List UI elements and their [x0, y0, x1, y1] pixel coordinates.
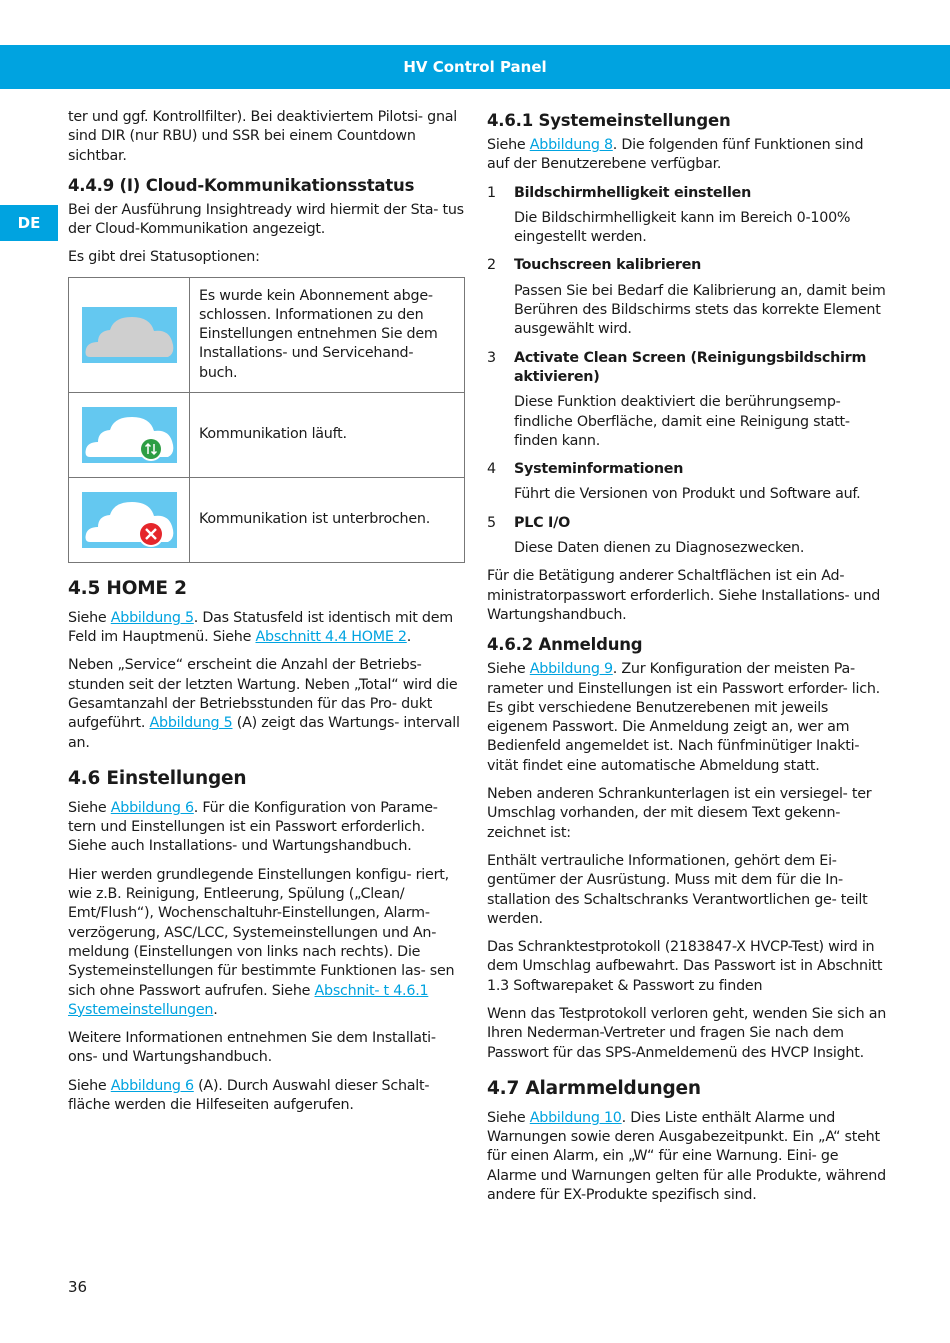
language-tab: DE: [0, 205, 58, 241]
link-abbildung-8[interactable]: Abbildung 8: [529, 137, 613, 153]
list-item-description: Diese Funktion deaktiviert die berührungsemp- findliche Oberfläche, damit eine Reinigung statt- finden kann.: [514, 394, 850, 449]
link-abbildung-6[interactable]: Abbildung 6: [110, 1077, 194, 1094]
status-text: Kommunikation läuft.: [190, 392, 465, 477]
status-text: Es wurde kein Abonnement abge- schlossen. Informationen zu den Einstellungen entnehmen Sie dem Installations- und Servicehand- buch.: [190, 277, 465, 392]
section-4-6-paragraph-4: Siehe Abbildung 6 (A). Durch Auswahl dieser Schalt- fläche werden die Hilfeseiten aufgerufen.: [68, 1077, 430, 1114]
section-4-5-paragraph-2: Neben „Service“ erscheint die Anzahl der Betriebs- stunden seit der letzten Wartung. Neben „Total“ wird die Gesamtanzahl der Betriebsstunden für das Pro- dukt aufgeführt. Abbildung 5 (A) zeigt das Wartungs- intervall an.: [68, 657, 460, 751]
status-row: [69, 277, 465, 392]
cloud-error-icon: [82, 492, 177, 548]
section-4-4-9-paragraph-2: Es gibt drei Statusoptionen:: [68, 249, 260, 266]
left-column: [68, 108, 466, 1124]
list-item-description: Diese Daten dienen zu Diagnosezwecken.: [514, 540, 805, 557]
link-abschnitt-4-4[interactable]: Abschnitt 4.4 HOME 2: [255, 629, 407, 646]
header-bar: [0, 45, 950, 89]
section-4-6-2-paragraph-2: Neben anderen Schrankunterlagen ist ein versiegel- ter Umschlag vorhanden, der mit diesem Text gekenn- zeichnet ist:: [487, 786, 872, 841]
cloud-gray-icon: [82, 307, 177, 363]
section-4-6-1-paragraph-1: Siehe Abbildung 8. Die folgenden fünf Funktionen sind auf der Benutzerebene verfügbar.: [487, 137, 864, 173]
header-title: HV Control Panel: [403, 58, 547, 76]
section-4-6-2-paragraph-1: Siehe Abbildung 9. Zur Konfiguration der meisten Pa- rameter und Einstellungen ist ein Passwort erforder- lich. Es gibt verschiedene Benutzerebenen mit jeweils eigenem Passwort. Die Anmeldung zeigt an, wer am Bedienfeld angemeldet ist. Nach fünfminütiger Inakti- vität findet eine automatische Abmeldung statt.: [487, 661, 880, 774]
section-4-6-2-paragraph-4: Das Schranktestprotokoll (2183847-X HVCP-Test) wird in dem Umschlag aufbewahrt. Das Passwort ist in Abschnitt 1.3 Softwarepaket & Passwort zu finden: [487, 939, 883, 994]
section-4-5-title: 4.5 HOME 2: [68, 577, 187, 599]
section-4-6-title: 4.6 Einstellungen: [68, 767, 247, 789]
status-table: [68, 277, 465, 563]
section-4-6-2-paragraph-5: Wenn das Testprotokoll verloren geht, wenden Sie sich an Ihren Nederman-Vertreter und fragen Sie nach dem Passwort für das SPS-Anmeldemenü des HVCP Insight.: [487, 1005, 887, 1061]
section-4-4-9-paragraph-1: Bei der Ausführung Insightready wird hiermit der Sta- tus der Cloud-Kommunikation angezeigt.: [68, 201, 464, 238]
section-4-6-paragraph-2: Hier werden grundlegende Einstellungen konfigu- riert, wie z.B. Reinigung, Entleerung, Spülung („Clean/ Emt/Flush“), Wochenschaltuhr-Einstellungen, Alarm- verzögerung, ASC/LCC, Systemeinstellungen und An- meldung (Einstellungen von links nach rechts). Die Systemeinstellungen für bestimmte Funktionen las- sen sich ohne Passwort aufrufen. Siehe Abschnit- t 4.6.1 Systemeinstellungen.: [68, 866, 455, 1018]
right-column: [487, 108, 887, 1214]
section-4-4-9-title: 4.4.9 (I) Cloud-Kommunikationsstatus: [68, 175, 415, 195]
status-row: [69, 392, 465, 477]
list-item: 2 Touchscreen kalibrieren: [487, 257, 702, 274]
list-item: 3 Activate Clean Screen (Reinigungsbildschirm aktivieren): [487, 349, 867, 385]
section-4-7-title: 4.7 Alarmmeldungen: [487, 1077, 701, 1099]
section-4-6-1-title: 4.6.1 Systemeinstellungen: [487, 111, 731, 130]
list-item-description: Führt die Versionen von Produkt und Software auf.: [514, 486, 861, 503]
section-4-6-paragraph-3: Weitere Informationen entnehmen Sie dem Installati- ons- und Wartungshandbuch.: [68, 1030, 436, 1066]
status-text: Kommunikation ist unterbrochen.: [190, 477, 465, 562]
intro-paragraph: ter und ggf. Kontrollfilter). Bei deaktiviertem Pilotsi- gnal sind DIR (nur RBU) und SSR bei einem Countdown sichtbar.: [68, 109, 457, 164]
section-4-7-paragraph-1: Siehe Abbildung 10. Dies Liste enthält Alarme und Warnungen sowie deren Ausgabezeitpunkt. Ein „A“ steht für einen Alarm, ein „W“ für eine Warnung. Eini- ge Alarme und Warnungen gelten für alle Produkte, während andere für EX-Produkte spezifisch sind.: [487, 1109, 886, 1204]
section-4-6-1-paragraph-2: Für die Betätigung anderer Schaltflächen ist ein Ad- ministratorpasswort erforderlich. Siehe Installations- und Wartungshandbuch.: [487, 568, 881, 623]
section-4-6-2-paragraph-3: Enthält vertrauliche Informationen, gehört dem Ei- gentümer der Ausrüstung. Muss mit dem für die In- stallation des Schaltschranks Verantwortlichen ge- teilt werden.: [487, 852, 868, 927]
link-abschnitt-4-6-1[interactable]: Abschnit- t 4.6.1 Systemeinstellungen: [68, 982, 429, 1018]
section-4-6-paragraph-1: Siehe Abbildung 6. Für die Konfiguration von Parame- tern und Einstellungen ist ein Passwort erforderlich. Siehe auch Installations- und Wartungshandbuch.: [68, 799, 438, 855]
status-row: [69, 477, 465, 562]
list-item: 5 PLC I/O: [487, 514, 571, 531]
page-number: 36: [68, 1278, 88, 1296]
list-item: 1 Bildschirmhelligkeit einstellen: [487, 184, 752, 201]
section-4-5-paragraph-1: Siehe Abbildung 5. Das Statusfeld ist identisch mit dem Feld im Hauptmenü. Siehe Abschnitt 4.4 HOME 2.: [68, 609, 453, 646]
cloud-sync-icon: [82, 407, 177, 463]
list-item-description: Passen Sie bei Bedarf die Kalibrierung an, damit beim Berühren des Bildschirms stets das korrekte Element ausgewählt wird.: [514, 282, 886, 338]
link-abbildung-10[interactable]: Abbildung 10: [529, 1109, 622, 1126]
link-abbildung-5[interactable]: Abbildung 5: [149, 715, 233, 732]
list-item: 4 Systeminformationen: [487, 461, 684, 478]
link-abbildung-6[interactable]: Abbildung 6: [110, 799, 194, 816]
link-abbildung-5[interactable]: Abbildung 5: [110, 609, 194, 626]
link-abbildung-9[interactable]: Abbildung 9: [529, 661, 613, 678]
section-4-6-2-title: 4.6.2 Anmeldung: [487, 635, 643, 655]
list-item-description: Die Bildschirmhelligkeit kann im Bereich 0-100% eingestellt werden.: [514, 209, 851, 246]
